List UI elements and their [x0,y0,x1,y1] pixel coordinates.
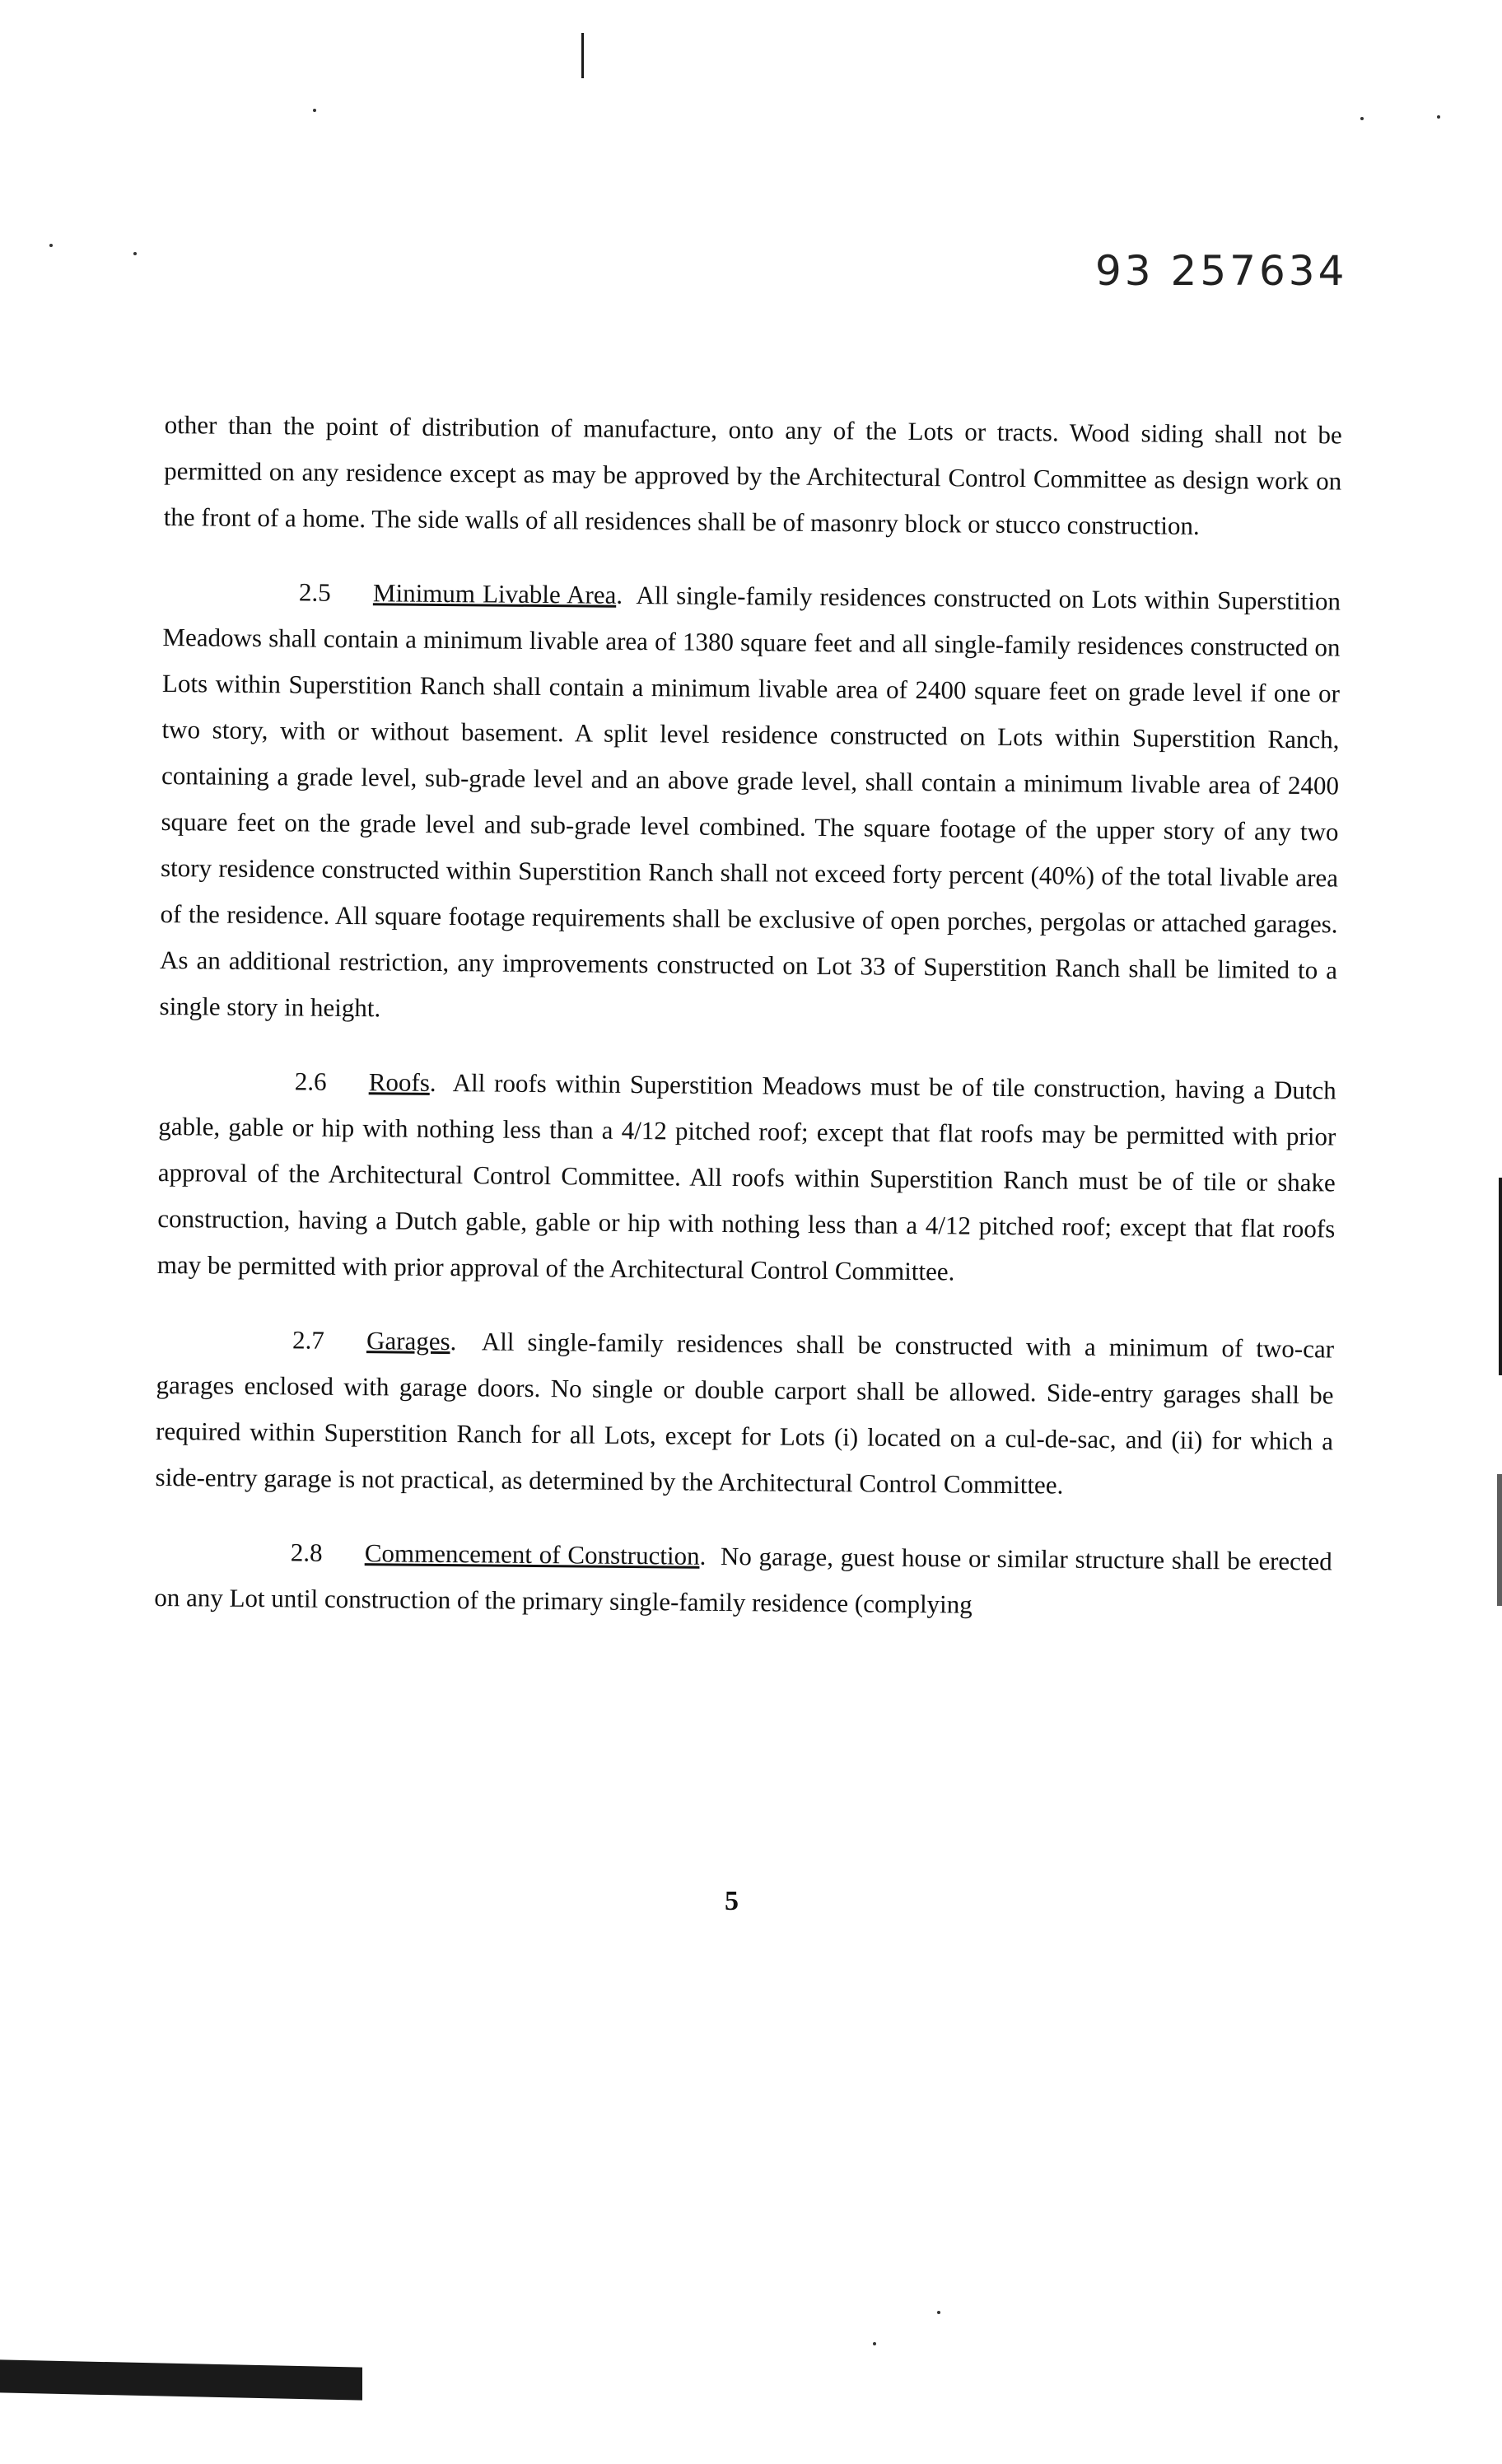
scan-speck [49,244,53,247]
scan-edge-mark [1499,1178,1502,1375]
section-number: 2.6 [294,1066,327,1096]
paragraph-continuation [164,402,1342,550]
scan-bottom-bar [0,2359,362,2400]
page-number: 5 [725,1886,739,1916]
section-number: 2.8 [290,1538,323,1567]
section-text: All roofs within Superstition Meadows must be of tile construction, having a Dutch gable, gable or hip with nothing less than a 4/12 pitched roof; except that flat roofs may be permitted with prior approval of the Architectural Control Committee. All roofs within Superstition Ranch must be of tile or shake construction, having a Dutch gable, gable or hip with nothing less than a 4/12 pitched roof; except that flat roofs may be permitted with prior approval of the Architectural Control Committee. [156,1068,1336,1286]
section-number: 2.5 [298,577,331,607]
section-2-8: 2.8 Commencement of Construction. No garage, guest house or similar structure shall be erected on any Lot until construction of the primary single-family residence (complying [154,1528,1332,1631]
document-body [154,402,1342,1659]
section-2-7: 2.7 Garages. All single-family residences shall be constructed with a minimum of two-car garages enclosed with garage doors. No single or double carport shall be allowed. Side-entry garages shall be required within Superstition Ranch for all Lots, except for Lots (i) located on a cul-de-sac, and (ii) for which a side-entry garage is not practical, as determined by the Architectural Control Committee. [155,1316,1334,1510]
section-heading: Garages [366,1326,450,1356]
scan-edge-mark [1497,1474,1502,1606]
section-heading: Minimum Livable Area [372,578,617,609]
section-2-5: 2.5 Minimum Livable Area. All single-family residences constructed on Lots within Superstition Meadows shall contain a minimum livable area of 1380 square feet and all single-family residences constructed on Lots within Superstition Ranch shall contain a minimum livable area of 2400 square feet on grade level if one or two story, with or without basement. A split level residence constructed on Lots within Superstition Ranch, containing a grade level, sub-grade level and an above grade level, shall contain a minimum livable area of 2400 square feet on the grade level and sub-grade level combined. The square footage of the upper story of any two story residence constructed within Superstition Ranch shall not exceed forty percent (40%) of the total livable area of the residence. All square footage requirements shall be exclusive of open porches, pergolas or attached garages. As an additional restriction, any improvements constructed on Lot 33 of Superstition Ranch shall be limited to a single story in height. [159,568,1341,1039]
section-text: All single-family residences shall be constructed with a minimum of two-car garages enclosed with garage doors. No single or double carport shall be allowed. Side-entry garages shall be required within Superstition Ranch for all Lots, except for Lots (i) located on a cul-de-sac, and (ii) for which a side-entry garage is not practical, as determined by the Architectural Control Committee. [155,1327,1335,1500]
scan-mark-top [581,33,584,78]
scan-speck [133,252,137,255]
scan-speck [873,2342,876,2345]
paragraph-text: other than the point of distribution of manufacture, onto any of the Lots or tracts. Wood siding shall not be permitted on any residence except as may be approved by the Architectural Control Committee as design work on the front of a home. The side walls of all residences shall be of masonry block or stucco construction. [163,409,1342,540]
section-number: 2.7 [292,1325,324,1355]
scan-speck [937,2311,940,2314]
section-text: All single-family residences constructed on Lots within Superstition Meadows shall contain a minimum livable area of 1380 square feet and all single-family residences constructed on Lots within Superstition Ranch shall contain a minimum livable area of 2400 square feet on grade level if one or two story, with or without basement. A split level residence constructed on Lots within Superstition Ranch, containing a grade level, sub-grade level and an above grade level, shall contain a minimum livable area of 2400 square feet on the grade level and sub-grade level combined. The square footage of the upper story of any two story residence constructed within Superstition Ranch shall not exceed forty percent (40%) of the total livable area of the residence. All square footage requirements shall be exclusive of open porches, pergolas or attached garages. As an additional restriction, any improvements constructed on Lot 33 of Superstition Ranch shall be limited to a single story in height. [159,581,1341,1023]
section-heading: Commencement of Construction [364,1538,700,1570]
section-heading: Roofs [368,1067,431,1097]
section-text: No garage, guest house or similar structure shall be erected on any Lot until construction of the primary single-family residence (complying [154,1541,1332,1619]
scan-speck [1360,117,1364,120]
scan-speck [313,109,316,112]
section-2-6: 2.6 Roofs. All roofs within Superstition Meadows must be of tile construction, having a Dutch gable, gable or hip with nothing less than a 4/12 pitched roof; except that flat roofs may be permitted with prior approval of the Architectural Control Committee. All roofs within Superstition Ranch must be of tile or shake construction, having a Dutch gable, gable or hip with nothing less than a 4/12 pitched roof; except that flat roofs may be permitted with prior approval of the Architectural Control Committee. [157,1057,1336,1298]
document-number: 93 257634 [1095,247,1348,295]
scan-speck [1437,115,1440,119]
